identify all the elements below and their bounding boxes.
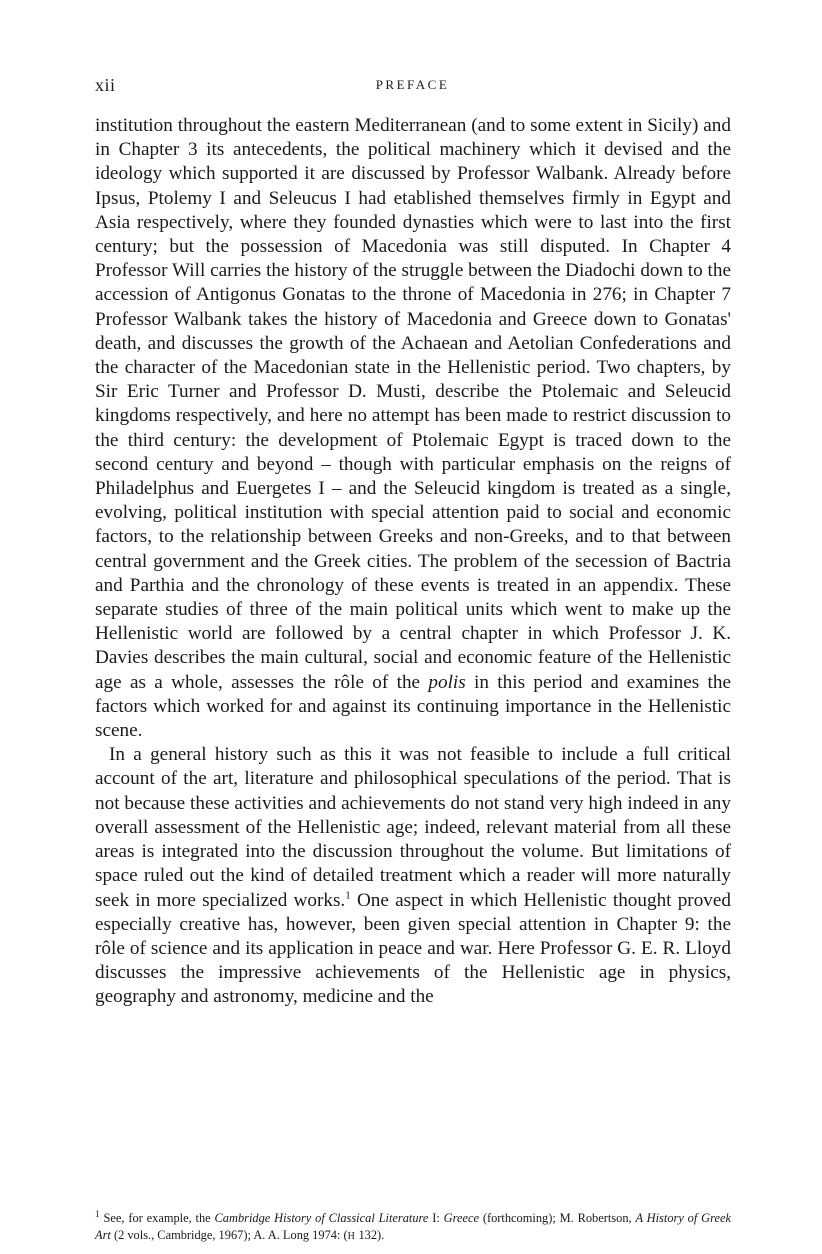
body-text <box>95 114 731 1010</box>
footnote-text-4: (2 vols., Cambridge, 1967); A. A. Long 1974: ( <box>110 1228 348 1242</box>
paragraph-1-text-b: in this period and examines the factors which worked for and against its continuing importance in the Hellenistic scene. <box>95 671 731 742</box>
page-header <box>95 75 730 99</box>
paragraph-2-text-b: One aspect in which Hellenistic thought proved especially creative has, however, been given special attention in Chapter 9: the rôle of science and its application in peace and war. Here Professor G. E. R. Lloyd discusses the impressive achievements of the Hellenistic age in physics, geography and astronomy, medicine and the <box>95 889 731 1008</box>
running-head: PREFACE <box>375 77 450 92</box>
paragraph-2-text-a: In a general history such as this it was not feasible to include a full critical account of the art, literature and philosophical speculations of the period. That is not because these activities and achievements do not stand very high indeed in any overall assessment of the Hellenistic age; indeed, relevant material from all these areas is integrated into the discussion throughout the volume. But limitations of space ruled out the kind of detailed treatment which a reader will more naturally seek in more specialized works. <box>95 744 731 911</box>
polis-italic: polis <box>428 671 466 693</box>
footnote-text-1: See, for example, the <box>103 1211 215 1225</box>
footnote-title-greek-art: A History of Greek Art <box>95 1211 731 1242</box>
footnote-mark: 1 <box>95 1208 100 1219</box>
footnote-text-5: 132). <box>355 1228 385 1242</box>
footnote-text-3: (forthcoming); M. Robertson, <box>478 1211 636 1225</box>
paragraph-2 <box>95 743 731 1009</box>
page-number: xii <box>95 75 116 95</box>
footnote-reference[interactable]: 1 <box>345 889 351 902</box>
footnote-title-cambridge-history: Cambridge History of Classical Literature <box>214 1211 429 1225</box>
footnote-smallcaps: H <box>347 1231 356 1242</box>
paragraph-1-text-a: institution throughout the eastern Mediterranean (and to some extent in Sicily) and in Chapter 3 its antecedents, the political machinery which it devised and the ideology which supported it are discussed by Professor Walbank. Already before Ipsus, Ptolemy I and Seleucus I had etablished themselves firmly in Egypt and Asia respectively, where they founded dynasties which were to last into the first century; but the possession of Macedonia was still disputed. In Chapter 4 Professor Will carries the history of the struggle between the Diadochi down to the accession of Antigonus Gonatas to the throne of Macedonia in 276; in Chapter 7 Professor Walbank takes the history of Macedonia and Greece down to Gonatas' death, and discusses the growth of the Achaean and Aetolian Confederations and the character of the Macedonian state in the Hellenistic period. Two chapters, by Sir Eric Turner and Professor D. Musti, describe the Ptolemaic and Seleucid kingdoms respectively, and here no attempt has been made to restrict discussion to the third century: the development of Ptolemaic Egypt is traced down to the second century and beyond – though with particular emphasis on the reigns of Philadelphus and Euergetes I – and the Seleucid kingdom is treated as a single, evolving, political institution with special attention paid to social and economic factors, to the relationship between Greeks and non-Greeks, and to that between central government and the Greek cities. The problem of the secession of Bactria and Parthia and the chronology of these events is treated in an appendix. These separate studies of three of the main political units which went to make up the Hellenistic world are followed by a central chapter in which Professor J. K. Davies describes the main cultural, social and economic feature of the Hellenistic age as a whole, assesses the rôle of the <box>95 115 731 693</box>
footnote <box>95 1210 731 1245</box>
footnote-text-2: I: <box>428 1211 444 1225</box>
footnote-title-greece: Greece <box>443 1211 479 1225</box>
paragraph-1 <box>95 114 731 743</box>
